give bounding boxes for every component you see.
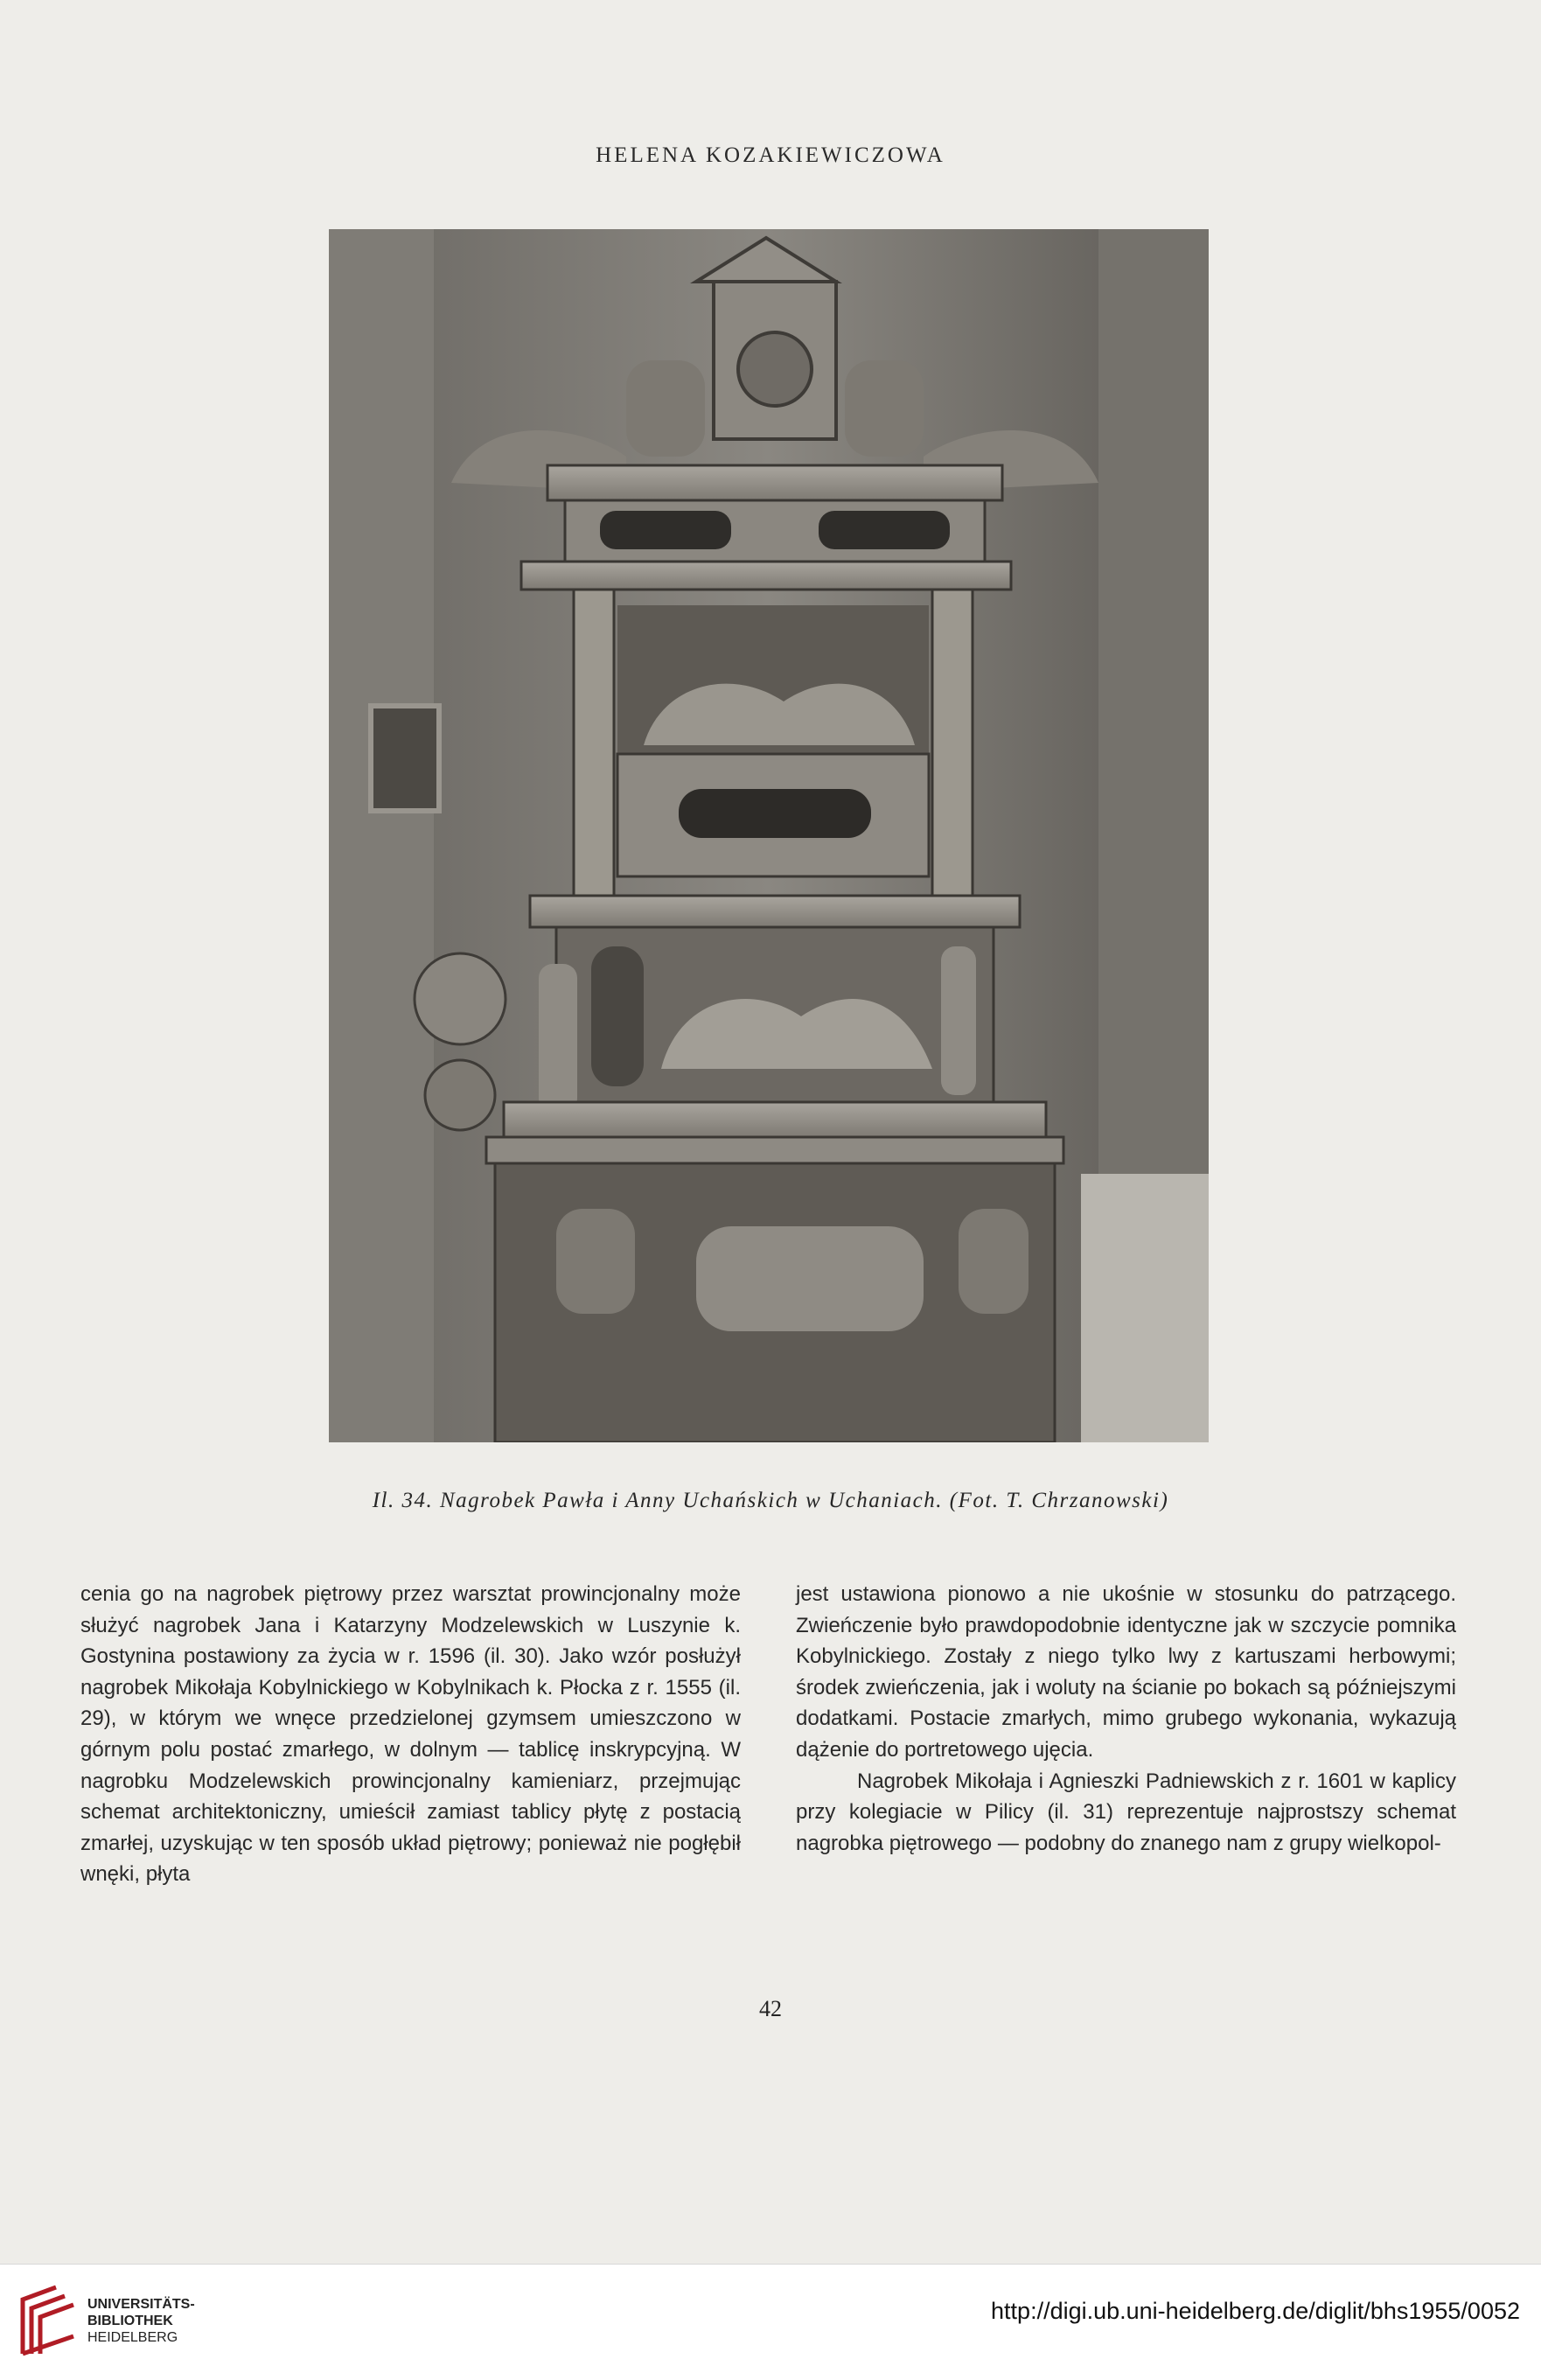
- library-name-line: BIBLIOTHEK: [87, 2314, 173, 2328]
- body-paragraph: cenia go na nagrobek piętrowy przez warsztat prowincjonalny może służyć nagrobek Jana i Katarzyny Modzelewskich w Luszynie k. Gostynina postawiony za życia w r. 1596 (il. 30). Jako wzór posłużył nagrobek Mikołaja Kobylnickiego w Kobylnikach k. Płocka z r. 1555 (il. 29), w którym we wnęce przedzielonej gzymsem umieszczono w górnym polu postać zmarłego, w dolnym — tablicę inskrypcyjną. W nagrobku Modzelewskich prowincjonalny kamieniarz, przejmując schemat architektoniczny, umieścił zamiast tablicy płytę z postacią zmarłej, uzyskując w ten sposób układ piętrowy; ponieważ nie pogłębił wnęki, płyta: [80, 1582, 741, 1887]
- library-name: [87, 2296, 195, 2346]
- library-logo-icon: [17, 2284, 79, 2359]
- running-title: HELENA KOZAKIEWICZOWA: [596, 143, 945, 167]
- body-paragraph: Nagrobek Mikołaja i Agnieszki Padniewskich z r. 1601 w kaplicy przy kolegiacie w Pilicy (il. 31) reprezentuje najprostszy schemat nagrobka piętrowego — podobny do znanego nam z grupy wielkopol-: [796, 1769, 1456, 1855]
- left-text-column: [80, 1579, 741, 1890]
- figure-caption: Il. 34. Nagrobek Pawła i Anny Uchańskich w Uchaniach. (Fot. T. Chrzanowski): [372, 1489, 1169, 1512]
- body-paragraph: jest ustawiona pionowo a nie ukośnie w stosunku do patrzącego. Zwieńczenie było prawdopodobnie identyczne jak w szczycie pomnika Kobylnickiego. Zostały z niego tylko lwy z kartuszami herbowymi; środek zwieńczenia, jak i woluty na ścianie po bokach są późniejszymi dodatkami. Postacie zmarłych, mimo grubego wykonania, wykazują dążenie do portretowego ujęcia.: [796, 1582, 1456, 1762]
- right-text-column: [796, 1579, 1456, 1859]
- tombstone-photograph: [329, 229, 1209, 1442]
- source-url-link[interactable]: http://digi.ub.uni-heidelberg.de/diglit/bhs1955/0052: [991, 2298, 1520, 2324]
- library-name-line: HEIDELBERG: [87, 2330, 178, 2345]
- digitization-footer: [0, 2264, 1541, 2380]
- page-number: 42: [759, 1996, 782, 2021]
- library-name-line: UNIVERSITÄTS-: [87, 2297, 195, 2312]
